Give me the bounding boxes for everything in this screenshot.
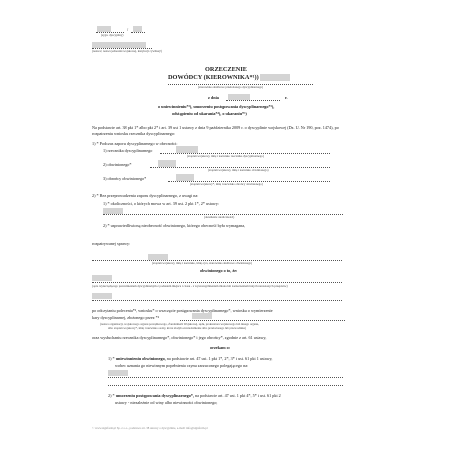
decision-1-line [108, 377, 343, 378]
section1-item1: 1) rzecznika dyscyplinarnego [103, 148, 153, 153]
decision-1-num: 1) * [108, 356, 115, 361]
decision-1-box [108, 370, 128, 376]
defender-box [176, 174, 194, 181]
date-line [226, 100, 280, 101]
footer-text: © www.signform.pl Sp. z o.o., podstawa art. 38 ustawy o dyscyplinie, e-mail: info@signform.pl [92, 426, 208, 430]
section1-head: 1) * Podczas zaporu dyscyplinarnego w obecności: [92, 141, 178, 146]
accused-statement: obwinionego o to, że: [200, 268, 238, 273]
accused-caption: (stopień wojskowy, imię i nazwisko obwinionego) [208, 168, 269, 172]
section1-item2: 2) obwinionego* [103, 162, 132, 167]
doc-title: ORZECZENIE [205, 66, 247, 73]
unit-caption: (nazwa², nazwa jednostki wojskowej, instytucji cywilnej²) [92, 49, 162, 53]
section2-item2-tail: rozpatrywanej sprawy: [92, 241, 131, 246]
charge-caption: (opis czynu będącego przewinieniem dyscyplinarnym z podaniem miejsca i czasu - z wyszczególnieniem miana lub zaznaczeniem innych naruszonych przepisów) [92, 284, 288, 288]
date-label: z dnia [208, 95, 219, 100]
decision-type-line2: odstąpieniu od ukarania*⁴), o ukaraniu*⁵) [172, 111, 247, 116]
decision-type-line1: o uniewinnieniu*²), umorzeniu postępowania dyscyplinarnego*³), [158, 104, 275, 109]
decision-2-text: na podstawie art. 47 ust. 1 pkt 4*, 5* i ust. 61 pkt 2 [195, 393, 281, 398]
defender-caption: (stopień wojskowy*, imię i nazwisko obrońcy obwinionego) [190, 182, 263, 186]
accused-details-caption: (stopień wojskowy, imię i nazwisko, imię ojca, stanowisko służbowe obwinionego) [152, 261, 253, 265]
complainant-box [192, 313, 212, 319]
complainant-line [180, 320, 345, 321]
decision-label: orzekam o: [210, 345, 231, 350]
charge-box-2 [92, 293, 112, 299]
sygn-line-right [131, 32, 145, 33]
year-suffix: r. [285, 95, 288, 100]
complainant-caption-2: albo stopień wojskowy*, imię i nazwisko osoby, która złożyła zawiadomienie albo przełożonego lub przewodnika) [108, 326, 247, 330]
evidence-line5: oraz wysłuchaniu rzecznika dyscyplinarnego*, obwinionego* i jego obrońcy*, zgodnie z art. 61 ustawy, [92, 335, 267, 340]
accused-box [158, 160, 176, 167]
decision-2 [108, 393, 281, 398]
evidence-line1: po odczytaniu polecenia*², wniosku* o wszczęcie postępowania dyscyplinarnego*, wniosku o wymierzenie [92, 308, 273, 313]
decision-1-line2 [108, 385, 343, 386]
doc-subtitle: DOWÓDCY (KIEROWNIKA*¹)) [168, 74, 259, 81]
decision-2-head: umorzeniu postępowania dyscyplinarnego*, [115, 393, 194, 398]
sygn-slash: / [127, 27, 129, 32]
section1-item3: 3) obrońcy obwinionego* [103, 176, 147, 181]
decision-1-text2: wobec uznania go niewinnym popełnienia czynu zarzuconego polegającego na: [115, 363, 249, 368]
decision-1 [108, 356, 272, 361]
intro-paragraph: Na podstawie art. 38 pkt 1* albo pkt 2* i art. 39 ust 1 ustawy z dnia 9 października 2009 r. o dyscyplinie wojskowej (Dz. U. Nr 190, poz. 1474), po rozpatrzeniu wniosku rzecznika dyscyplinarnego: [92, 125, 339, 136]
sygn-caption: (sygn. dyscypliny) [101, 33, 124, 37]
commander-caption: (stanowisko służbowe przełożonego dyscyplinarnego) [198, 85, 264, 89]
decision-1-text: na podstawie art. 47 ust. 1 pkt 1*, 2*, 3* i ust. 61 pkt 1 ustawy, [166, 356, 273, 361]
section2-item1: 1) * okoliczności, o których mowa w art. 39 ust. 2 pkt 1*, 2* ustawy: [103, 201, 220, 206]
decision-2-text2: ustawy - niezależnie od winy albo niewinności obwinionego; [115, 400, 218, 405]
section2-item2: 2) * usprawiedliwioną nieobecność obwinionego, którego obecność była wymagana, [103, 223, 246, 228]
evidence-line2: kary dyscyplinarnej, złożonego przez *⁶ [92, 315, 160, 320]
commander-box [260, 74, 290, 81]
decision-2-num: 2) * [108, 393, 115, 398]
complainant-caption-1: (nazwa organizacji, wojskowego organu porządkowego, Żandarmerii Wojskowej, sądu, prokuratora wojskowego lub innego organu, [100, 322, 259, 326]
charge-line-2 [92, 300, 342, 301]
prosecutor-caption: (stopień wojskowy, imię i nazwisko rzecznika dyscyplinarnego) [187, 154, 264, 158]
prosecutor-box [176, 146, 198, 153]
circumstances-caption: (określenie okoliczności) [204, 215, 235, 219]
charge-line [92, 282, 342, 283]
section2-head: 2) * Bez przeprowadzenia zaporu dyscyplinarnego, z uwagi na: [92, 193, 199, 198]
decision-1-head: uniewinnieniu obwinionego, [115, 356, 166, 361]
charge-box [92, 275, 112, 281]
